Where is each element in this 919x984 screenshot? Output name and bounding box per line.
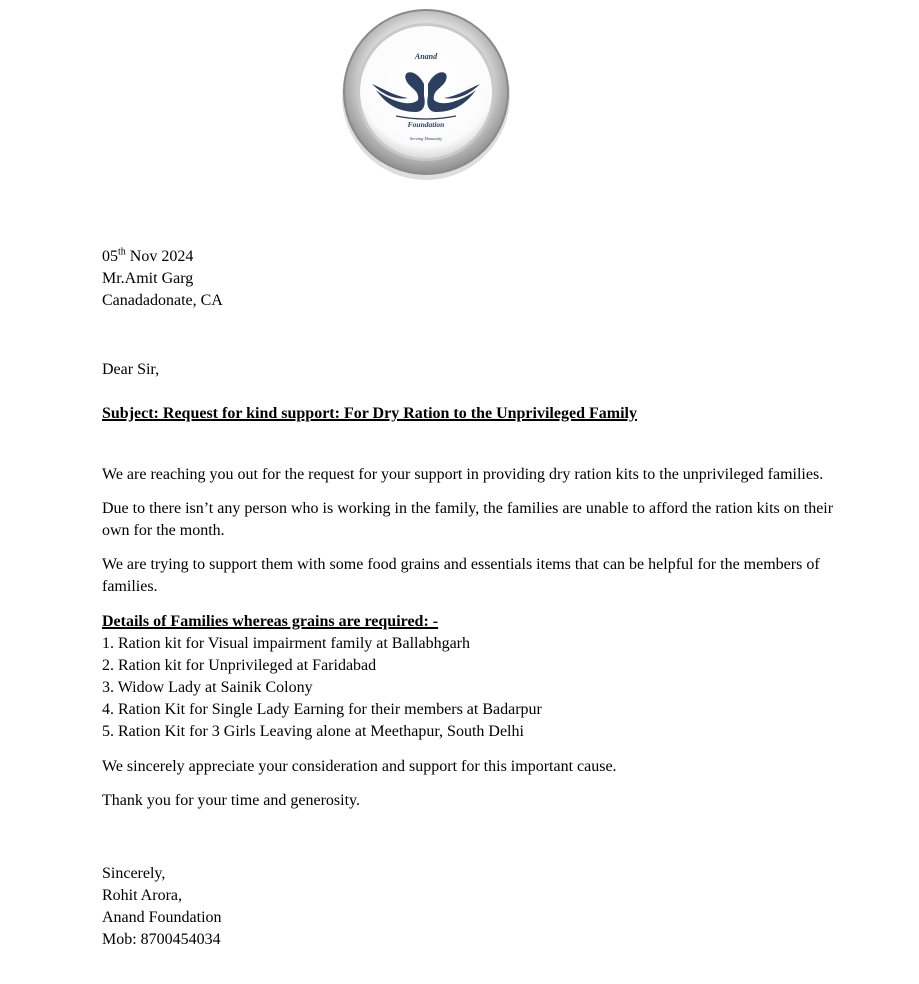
recipient-address: Canadadonate, CA xyxy=(102,292,223,309)
list-item: 4. Ration Kit for Single Lady Earning for their members at Badarpur xyxy=(102,701,542,718)
list-item: 3. Widow Lady at Sainik Colony xyxy=(102,679,313,696)
list-item: 2. Ration kit for Unprivileged at Faridabad xyxy=(102,657,377,674)
list-item: 1. Ration kit for Visual impairment family at Ballabhgarh xyxy=(102,635,470,652)
signature-name: Rohit Arora, xyxy=(102,887,182,904)
list-item: 5. Ration Kit for 3 Girls Leaving alone at Meethapur, South Delhi xyxy=(102,723,524,740)
logo-name-text: Foundation xyxy=(407,120,445,129)
anand-foundation-logo xyxy=(336,4,516,184)
letter-date: 05th Nov 2024 xyxy=(102,246,194,265)
signature-phone: Mob: 8700454034 xyxy=(102,931,221,948)
logo-top-text: Anand xyxy=(414,52,438,61)
signature-org: Anand Foundation xyxy=(102,909,222,926)
details-heading: Details of Families whereas grains are required: - xyxy=(102,613,439,630)
recipient-name: Mr.Amit Garg xyxy=(102,270,194,287)
subject-line: Subject: Request for kind support: For Dry Ration to the Unprivileged Family xyxy=(102,405,637,422)
salutation: Dear Sir, xyxy=(102,361,160,378)
closing-paragraph: Thank you for your time and generosity. xyxy=(102,792,361,809)
swan-logo-icon xyxy=(336,4,516,184)
letter-body xyxy=(102,246,842,951)
body-paragraph: Due to there isn’t any person who is working in the family, the families are unable to afford the ration kits on their own for the month. xyxy=(102,500,834,539)
logo-tagline-text: Serving Humanity xyxy=(409,136,443,141)
body-paragraph: We are trying to support them with some food grains and essentials items that can be helpful for the members of families. xyxy=(102,556,820,595)
closing-paragraph: We sincerely appreciate your consideration and support for this important cause. xyxy=(102,758,617,775)
details-list xyxy=(102,633,842,743)
body-paragraph: We are reaching you out for the request for your support in providing dry ration kits to the unprivileged families. xyxy=(102,466,824,483)
signature-closing: Sincerely, xyxy=(102,865,166,882)
